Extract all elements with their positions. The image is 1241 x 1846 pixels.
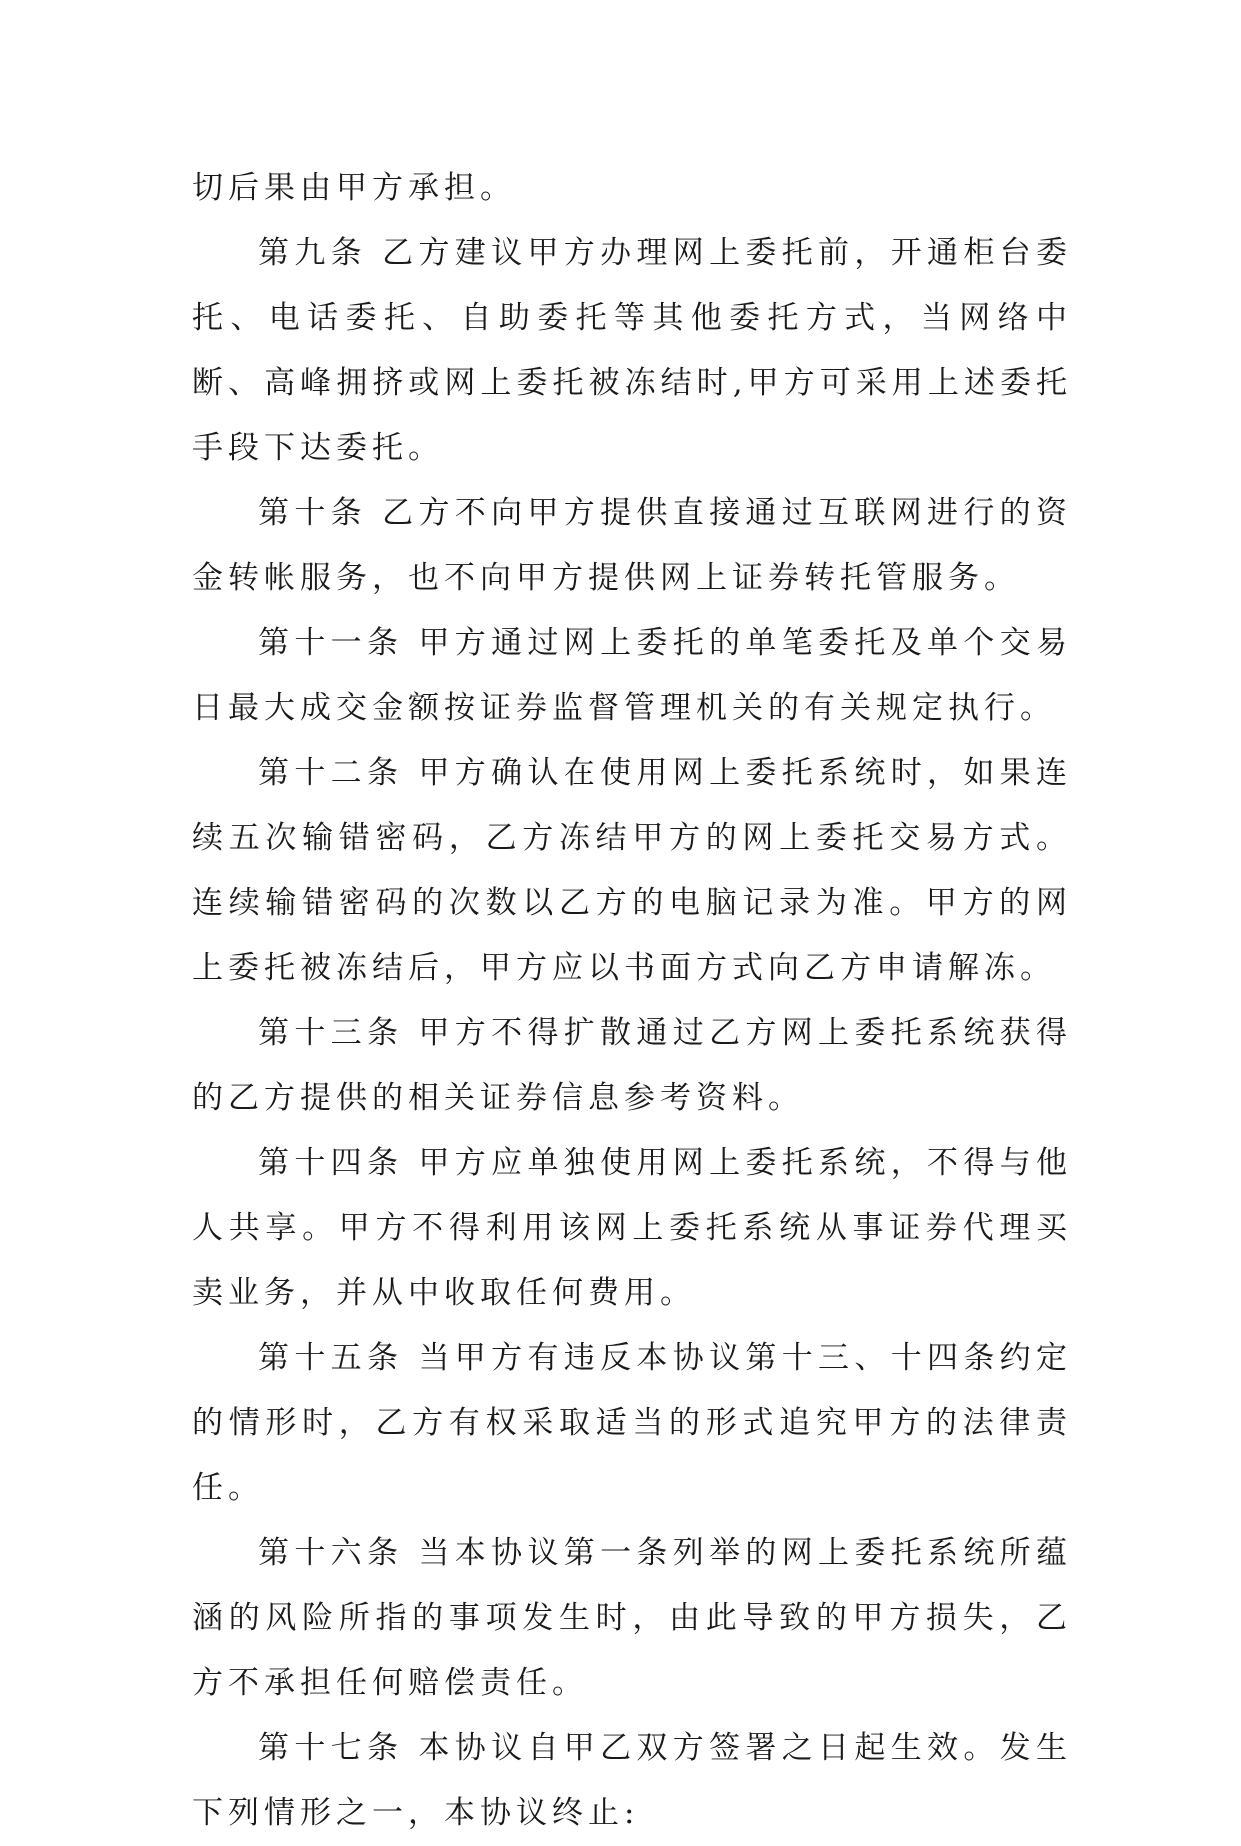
paragraph-article-16: 第十六条 当本协议第一条列举的网上委托系统所蕴涵的风险所指的事项发生时，由此导致的甲方损失，乙方不承担任何赔偿责任。 bbox=[192, 1535, 1072, 1701]
paragraph-article-17: 第十七条 本协议自甲乙双方签署之日起生效。发生下列情形之一，本协议终止: bbox=[192, 1730, 1072, 1831]
paragraph-article-12: 第十二条 甲方确认在使用网上委托系统时，如果连续五次输错密码，乙方冻结甲方的网上委托交易方式。连续输错密码的次数以乙方的电脑记录为准。甲方的网上委托被冻结后，甲方应以书面方式向乙方申请解冻。 bbox=[192, 755, 1072, 986]
paragraph-continuation: 切后果由甲方承担。 bbox=[192, 170, 516, 206]
paragraph-article-13: 第十三条 甲方不得扩散通过乙方网上委托系统获得的乙方提供的相关证券信息参考资料。 bbox=[192, 1015, 1072, 1116]
paragraph-article-9: 第九条 乙方建议甲方办理网上委托前，开通柜台委托、电话委托、自助委托等其他委托方式，当网络中断、高峰拥挤或网上委托被冻结时,甲方可采用上述委托手段下达委托。 bbox=[192, 235, 1072, 466]
paragraph-article-11: 第十一条 甲方通过网上委托的单笔委托及单个交易日最大成交金额按证券监督管理机关的有关规定执行。 bbox=[192, 625, 1072, 726]
paragraph-article-10: 第十条 乙方不向甲方提供直接通过互联网进行的资金转帐服务，也不向甲方提供网上证券转托管服务。 bbox=[192, 495, 1072, 596]
paragraph-article-14: 第十四条 甲方应单独使用网上委托系统，不得与他人共享。甲方不得利用该网上委托系统从事证券代理买卖业务，并从中收取任何费用。 bbox=[192, 1145, 1072, 1311]
paragraph-article-15: 第十五条 当甲方有违反本协议第十三、十四条约定的情形时，乙方有权采取适当的形式追究甲方的法律责任。 bbox=[192, 1340, 1072, 1506]
document-body bbox=[192, 156, 1072, 1846]
